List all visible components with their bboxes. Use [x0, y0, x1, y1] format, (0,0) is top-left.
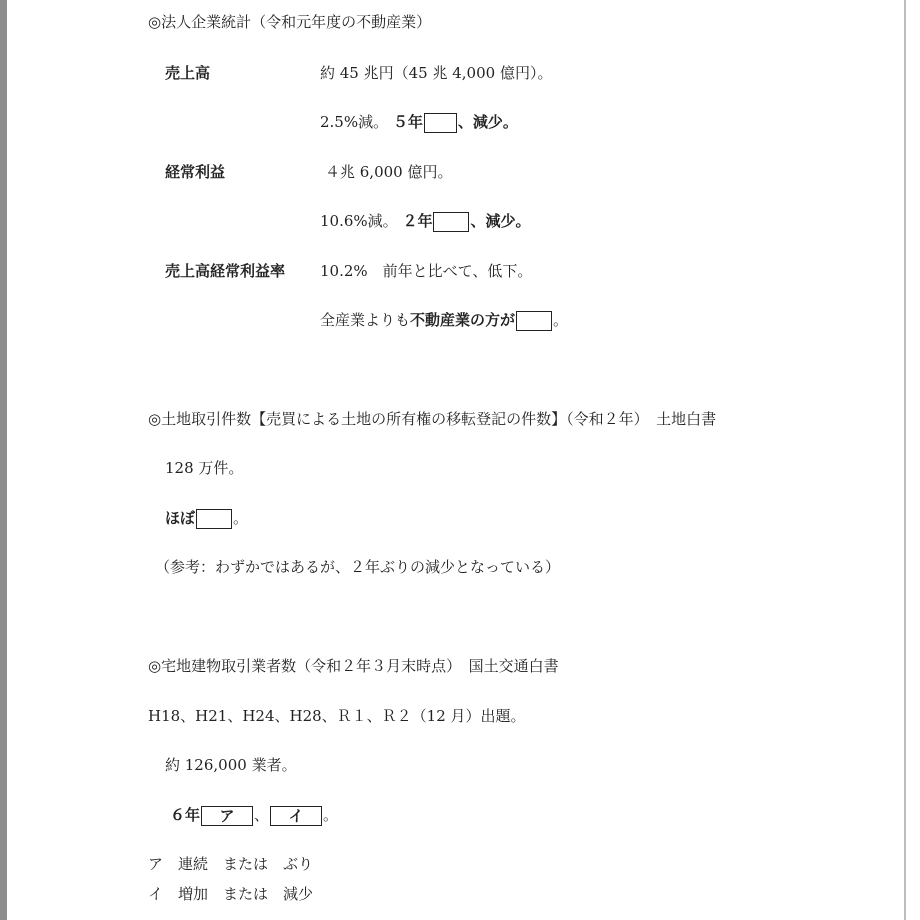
profit-value: ４兆 6,000 億円。: [325, 163, 453, 181]
ratio-compare: [320, 310, 568, 331]
sales-change-years: ５年: [392, 113, 423, 131]
section1-title: ◎法人企業統計（令和元年度の不動産業）: [148, 13, 432, 31]
sales-label: 売上高: [165, 64, 211, 82]
right-scroll-edge: [904, 0, 906, 920]
sales-change-tail: 、減少。: [457, 113, 518, 131]
blank-box-ratio[interactable]: [516, 311, 552, 331]
ratio-compare-text: 全産業よりも: [320, 311, 411, 329]
left-window-border: [0, 0, 7, 920]
profit-change-tail: 、減少。: [470, 212, 531, 230]
broker-count: 約 126,000 業者。: [165, 756, 297, 774]
blank-box-sales[interactable]: [424, 113, 457, 133]
ratio-value: 10.2% 前年と比べて、低下。: [320, 262, 533, 280]
land-transaction-trend: [165, 508, 248, 529]
profit-change: [320, 211, 530, 232]
document-page: [7, 0, 904, 920]
years-bold: ６年: [170, 806, 201, 824]
ratio-compare-bold: 不動産業の方が: [410, 311, 516, 329]
trend-tail: 。: [233, 509, 249, 527]
option-a: ア 連続 または ぶり: [148, 855, 314, 873]
section3-title: ◎宅地建物取引業者数（令和２年３月末時点） 国土交通白書: [148, 657, 559, 675]
section2-title: ◎土地取引件数【売買による土地の所有権の移転登記の件数】（令和２年） 土地白書: [148, 410, 717, 428]
land-transaction-count: 128 万件。: [165, 459, 244, 477]
exam-years: H18、H21、H24、H28、Ｒ１、Ｒ２（12 月）出題。: [148, 707, 526, 725]
profit-change-years: ２年: [402, 212, 433, 230]
profit-change-text: 10.6%減。: [320, 212, 398, 230]
ratio-label: 売上高経常利益率: [165, 262, 286, 280]
blank-box-profit[interactable]: [433, 212, 469, 232]
trend-text: ほぼ: [165, 509, 196, 527]
ratio-compare-tail: 。: [553, 311, 569, 329]
blank-box-i[interactable]: イ: [270, 806, 322, 826]
sales-change: [320, 112, 518, 133]
box-separator: 、: [254, 806, 270, 824]
blank-box-a[interactable]: ア: [201, 806, 253, 826]
blank-box-trend[interactable]: [196, 509, 232, 529]
reference-note: （参考：わずかではあるが、２年ぶりの減少となっている）: [155, 558, 561, 576]
box-period: 。: [323, 806, 339, 824]
sales-change-text: 2.5%減。: [320, 113, 389, 131]
broker-years: [170, 805, 338, 826]
profit-label: 経常利益: [165, 163, 226, 181]
option-i: イ 増加 または 減少: [148, 885, 314, 903]
sales-value: 約 45 兆円（45 兆 4,000 億円）。: [320, 64, 553, 82]
